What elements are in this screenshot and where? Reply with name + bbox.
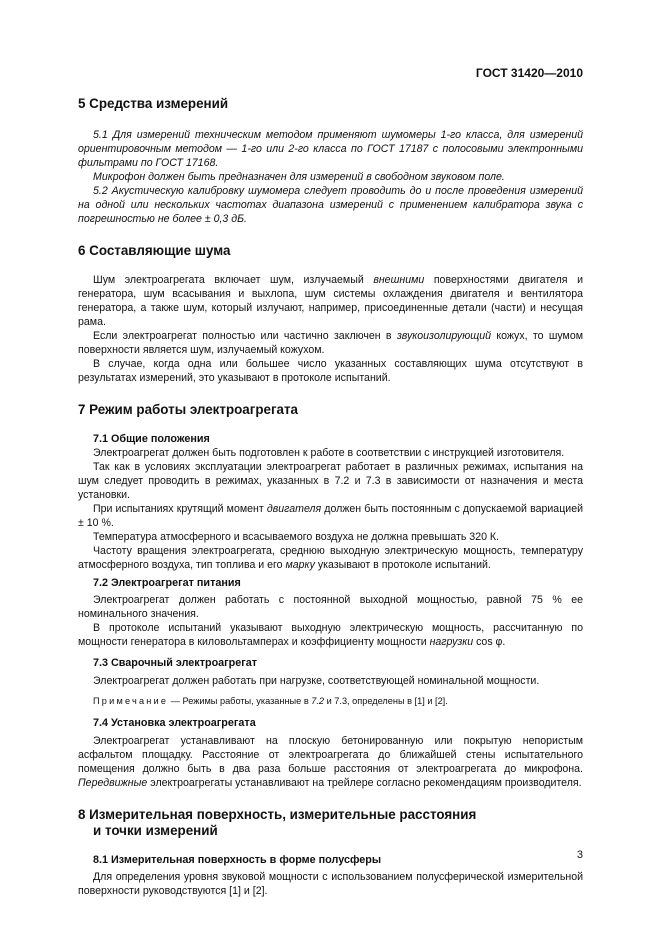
page-content xyxy=(78,96,583,898)
section-7-1-title: 7.1 Общие положения xyxy=(93,433,210,445)
section-8-1-title: 8.1 Измерительная поверхность в форме полусферы xyxy=(93,854,382,866)
section-7-1-paragraph-2: Так как в условиях эксплуатации электроагрегат работает в различных режимах, испытания на шум следует проводить в режимах, указанных в 7.2 и 7.3 в зависимости от назначения и места установки. xyxy=(78,461,583,501)
section-8-1-paragraph-1: Для определения уровня звуковой мощности с использованием полусферической измерительной поверхности руководствуются [1] и [2]. xyxy=(78,871,583,897)
section-7-2-paragraph-2: В протоколе испытаний указывают выходную электрическую мощность, рассчитанную по мощности генератора в киловольтамперах и коэффициенту мощности нагрузки cos φ. xyxy=(78,622,583,648)
section-7-1-paragraph-5: Частоту вращения электроагрегата, среднюю выходную электрическую мощность, температуру атмосферного воздуха, тип топлива и его марку указывают в протоколе испытаний. xyxy=(78,545,583,571)
section-6-paragraph-2: Если электроагрегат полностью или частично заключен в звукоизолирующий кожух, то шумом поверхности является шум, излучаемый кожухом. xyxy=(78,330,583,356)
section-5-1-microphone-text: Микрофон должен быть предназначен для измерений в свободном звуковом поле. xyxy=(93,171,505,183)
page-number: 3 xyxy=(576,849,583,861)
section-7-3-paragraph-1: Электроагрегат должен работать при нагрузке, соответствующей номинальной мощности. xyxy=(93,675,540,687)
section-7-3-title: 7.3 Сварочный электроагрегат xyxy=(93,657,258,669)
section-7-2-paragraph-1: Электроагрегат должен работать с постоянной выходной мощностью, равной 75 % ее номинального значения. xyxy=(78,594,583,620)
section-8-title-line-2: и точки измерений xyxy=(93,823,218,838)
section-7-4-title: 7.4 Установка электроагрегата xyxy=(93,717,256,729)
section-7-title: 7 Режим работы электроагрегата xyxy=(78,402,298,417)
section-6-paragraph-1: Шум электроагрегата включает шум, излучаемый внешними поверхностями двигателя и генератора, шум всасывания и выхлопа, шум системы охлаждения двигателя и вентилятора генератора, а также шум, который излучают, например, присоединенные детали (части) и несущая рама. xyxy=(78,274,583,328)
section-8-title-line-1: 8 Измерительная поверхность, измерительные расстояния xyxy=(78,807,477,822)
section-7-1-paragraph-4: Температура атмосферного и всасываемого воздуха не должна превышать 320 К. xyxy=(93,531,500,543)
section-7-2-title: 7.2 Электроагрегат питания xyxy=(93,577,241,589)
section-5-title: 5 Средства измерений xyxy=(78,96,229,111)
section-5-2-text: 5.2 Акустическую калибровку шумомера следует проводить до и после проведения измерений на одной или нескольких частотах диапазона измерений с применением калибратора звука с погрешностью не более ± 0,3 дБ. xyxy=(78,185,583,225)
section-7-1-paragraph-3: При испытаниях крутящий момент двигателя должен быть постоянным с допускаемой вариацией ± 10 %. xyxy=(78,503,583,529)
section-7-4-paragraph-1: Электроагрегат устанавливают на плоскую бетонированную или покрытую непористым асфальтом площадку. Расстояние от электроагрегата до ближайшей стены испытательного помещения должно быть в два раза больше расстояния от электроагрегата до микрофона. Передвижные электроагрегаты устанавливают на трейлере согласно рекомендациям производителя. xyxy=(78,735,583,789)
section-5-1-text: 5.1 Для измерений техническим методом применяют шумомеры 1-го класса, для измерений ориентировочным методом — 1-го или 2-го класса по ГОСТ 17187 с полосовыми электронными фильтрами по ГОСТ 17168. xyxy=(78,129,583,169)
section-6-title: 6 Составляющие шума xyxy=(78,243,231,258)
section-6-paragraph-3: В случае, когда одна или большее число указанных составляющих шума отсутствуют в результатах измерений, это указывают в протоколе испытаний. xyxy=(78,358,583,384)
document-header: ГОСТ 31420—2010 xyxy=(475,66,583,80)
section-7-3-note: Примечание — Режимы работы, указанные в 7.2 и 7.3, определены в [1] и [2]. xyxy=(93,696,448,706)
section-7-1-paragraph-1: Электроагрегат должен быть подготовлен к работе в соответствии с инструкцией изготовителя. xyxy=(93,447,565,459)
